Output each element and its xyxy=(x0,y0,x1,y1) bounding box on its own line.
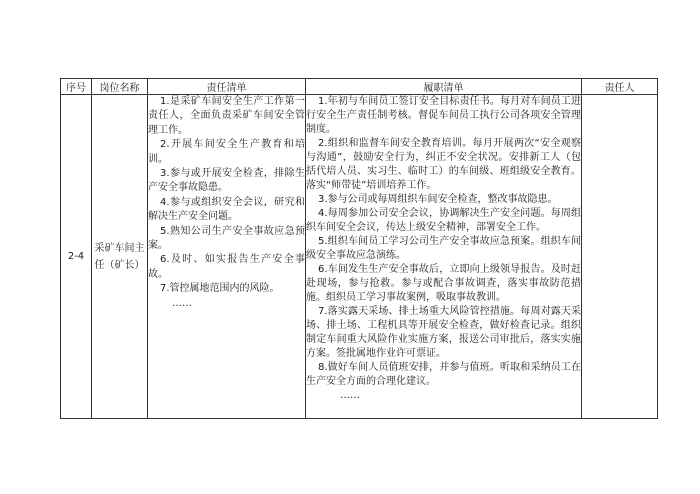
performance-item: 7.落实露天采场、排土场重大风险管控措施。每周对露天采场、排土场、工程机具等开展安全检查，做好检查记录。组织制定车间重大风险作业实施方案，报送公司审批后，落实实施方案。签批属地作业许可票证。 xyxy=(306,306,581,359)
responsibility-item: 1.是采矿车间安全生产工作第一责任人，全面负责采矿车间安全管理工作。 xyxy=(148,96,305,136)
performance-item: 6.车间发生生产安全事故后，立即向上级领导报告。及时赶赴现场，参与抢救。参与或配合事故调查，落实事故防范措施。组织员工学习事故案例，吸取事故教训。 xyxy=(306,264,581,303)
performance-item: 1.年初与车间员工签订安全目标责任书。每月对车间员工进行安全生产责任制考核。督促车间员工执行公司各项安全管理制度。 xyxy=(306,96,581,135)
header-performance: 履职清单 xyxy=(306,79,582,95)
duty-table xyxy=(60,78,658,419)
header-position: 岗位名称 xyxy=(92,79,148,95)
position-name: 采矿车间主任（矿长） xyxy=(92,95,148,419)
header-row xyxy=(61,79,658,95)
performance-item: 5.组织车间员工学习公司生产安全事故应急预案。组织车间级安全事故应急演练。 xyxy=(306,236,581,261)
responsibility-item: 7.管控属地范围内的风险。 xyxy=(160,283,280,295)
responsibility-item: 3.参与或开展安全检查，排除生产安全事故隐患。 xyxy=(148,168,305,194)
performance-ellipsis: …… xyxy=(340,390,360,401)
performance-list xyxy=(306,95,582,419)
header-responsible-person: 责任人 xyxy=(582,79,658,95)
header-no: 序号 xyxy=(61,79,92,95)
header-responsibilities: 责任清单 xyxy=(148,79,306,95)
performance-item: 2.组织和监督车间安全教育培训。每月开展两次“安全观察与沟通”，鼓励安全行为，纠正不安全状况。安排新工人（包括代培人员、实习生、临时工）的车间级、班组级安全教育。落实“师带徒”培训培养工作。 xyxy=(306,138,581,191)
performance-item: 3.参与公司或每周组织车间安全检查，整改事故隐患。 xyxy=(318,194,558,205)
responsibility-item: 4.参与或组织安全会议，研究和解决生产安全问题。 xyxy=(148,196,305,223)
table-row xyxy=(61,95,658,419)
responsibility-ellipsis: …… xyxy=(172,297,192,309)
responsibility-list xyxy=(148,95,306,419)
row-number: 2-4 xyxy=(61,95,92,419)
responsible-person-cell xyxy=(582,95,658,419)
performance-item: 4.每周参加公司安全会议，协调解决生产安全问题。每周组织车间安全会议，传达上级安全精神，部署安全工作。 xyxy=(306,208,581,233)
responsibility-item: 5.熟知公司生产安全事故应急预案。 xyxy=(148,225,305,252)
responsibility-item: 6.及时、如实报告生产安全事故。 xyxy=(148,254,305,280)
performance-item: 8.做好车间人员值班安排，并参与值班。听取和采纳员工在生产安全方面的合理化建议。 xyxy=(306,362,581,387)
responsibility-item: 2.开展车间安全生产教育和培训。 xyxy=(148,139,305,165)
